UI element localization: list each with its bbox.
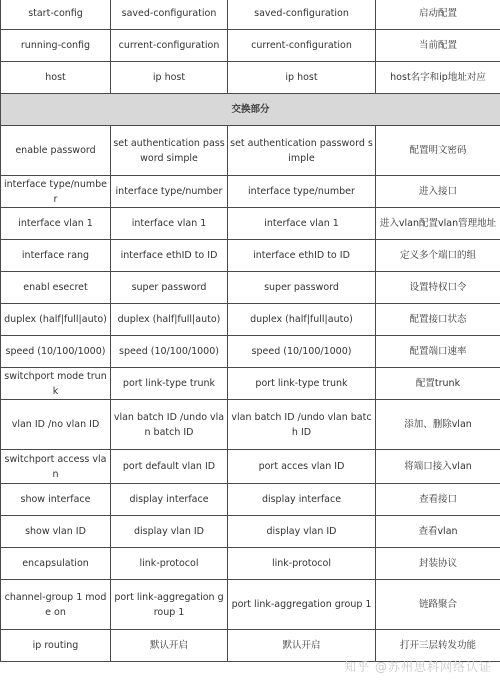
table-cell: display interface — [111, 484, 228, 516]
table-cell: ip routing — [1, 630, 111, 662]
table-cell: saved-configuration — [111, 0, 228, 30]
table-row — [1, 580, 500, 630]
table-row — [1, 176, 500, 208]
table-cell: current-configuration — [111, 30, 228, 62]
table-cell: 进入接口 — [376, 176, 500, 208]
table-cell: 封装协议 — [376, 548, 500, 580]
table-cell: port link-aggregation group 1 — [111, 580, 228, 630]
table-cell: enable password — [1, 126, 111, 176]
table-cell: enabl esecret — [1, 272, 111, 304]
table-row — [1, 630, 500, 662]
table-row — [1, 126, 500, 176]
table-row — [1, 484, 500, 516]
table-cell: interface type/number — [1, 176, 111, 208]
table-cell: 链路聚合 — [376, 580, 500, 630]
table-cell: 默认开启 — [228, 630, 376, 662]
table-cell: 定义多个端口的组 — [376, 240, 500, 272]
table-cell: port default vlan ID — [111, 450, 228, 484]
table-cell: port acces vlan ID — [228, 450, 376, 484]
table-row — [1, 30, 500, 62]
table-cell: 启动配置 — [376, 0, 500, 30]
table-cell: port link-aggregation group 1 — [228, 580, 376, 630]
table-cell: 查看vlan — [376, 516, 500, 548]
table-cell: vlan ID /no vlan ID — [1, 400, 111, 450]
table-cell: port link-type trunk — [228, 368, 376, 400]
table-row — [1, 304, 500, 336]
table-row — [1, 336, 500, 368]
table-cell: encapsulation — [1, 548, 111, 580]
table-cell: 当前配置 — [376, 30, 500, 62]
table-cell: duplex (half|full|auto) — [111, 304, 228, 336]
table-cell: interface vlan 1 — [111, 208, 228, 240]
table-cell: duplex (half|full|auto) — [1, 304, 111, 336]
section-title: 交换部分 — [1, 94, 500, 126]
table-cell: show interface — [1, 484, 111, 516]
table-cell: current-configuration — [228, 30, 376, 62]
table-cell: vlan batch ID /undo vlan batch ID — [111, 400, 228, 450]
table-cell: super password — [111, 272, 228, 304]
zhihu-watermark: 知乎 @苏州思科网络认证 — [344, 660, 492, 674]
table-cell: set authentication password simple — [111, 126, 228, 176]
table-cell: switchport mode trunk — [1, 368, 111, 400]
table-row — [1, 450, 500, 484]
table-cell: interface ethID to ID — [111, 240, 228, 272]
table-cell: 打开三层转发功能 — [376, 630, 500, 662]
table-cell: interface type/number — [111, 176, 228, 208]
table-cell: running-config — [1, 30, 111, 62]
table-cell: interface rang — [1, 240, 111, 272]
table-cell: interface vlan 1 — [1, 208, 111, 240]
table-cell: link-protocol — [228, 548, 376, 580]
table-cell: speed (10/100/1000) — [1, 336, 111, 368]
table-cell: 配置接口状态 — [376, 304, 500, 336]
table-cell: display vlan ID — [228, 516, 376, 548]
table-cell: port link-type trunk — [111, 368, 228, 400]
table-row — [1, 272, 500, 304]
table-cell: ip host — [111, 62, 228, 94]
table-cell: start-config — [1, 0, 111, 30]
table-row — [1, 208, 500, 240]
table-cell: host — [1, 62, 111, 94]
table-row — [1, 62, 500, 94]
table-cell: speed (10/100/1000) — [228, 336, 376, 368]
table-cell: link-protocol — [111, 548, 228, 580]
table-cell: display interface — [228, 484, 376, 516]
table-cell: speed (10/100/1000) — [111, 336, 228, 368]
table-cell: 配置trunk — [376, 368, 500, 400]
table-row — [1, 240, 500, 272]
table-cell: 配置明文密码 — [376, 126, 500, 176]
table-cell: vlan batch ID /undo vlan batch ID — [228, 400, 376, 450]
table-row — [1, 548, 500, 580]
table-cell: set authentication password simple — [228, 126, 376, 176]
table-cell: 配置端口速率 — [376, 336, 500, 368]
table-cell: show vlan ID — [1, 516, 111, 548]
table-cell: 进入vlan配置vlan管理地址 — [376, 208, 500, 240]
table-cell: 将端口接入vlan — [376, 450, 500, 484]
section-header-row — [1, 94, 500, 126]
table-cell: interface type/number — [228, 176, 376, 208]
table-cell: interface vlan 1 — [228, 208, 376, 240]
table-row — [1, 516, 500, 548]
table-cell: switchport access vlan — [1, 450, 111, 484]
table-cell: ip host — [228, 62, 376, 94]
table-cell: 查看接口 — [376, 484, 500, 516]
table-row — [1, 368, 500, 400]
table-cell: interface ethID to ID — [228, 240, 376, 272]
table-row — [1, 400, 500, 450]
table-cell: 默认开启 — [111, 630, 228, 662]
table-row — [1, 0, 500, 30]
table-cell: channel-group 1 mode on — [1, 580, 111, 630]
table-cell: display vlan ID — [111, 516, 228, 548]
table-cell: duplex (half|full|auto) — [228, 304, 376, 336]
table-cell: super password — [228, 272, 376, 304]
table-cell: host名字和ip地址对应 — [376, 62, 500, 94]
table-cell: saved-configuration — [228, 0, 376, 30]
table-cell: 添加、删除vlan — [376, 400, 500, 450]
table-cell: 设置特权口令 — [376, 272, 500, 304]
